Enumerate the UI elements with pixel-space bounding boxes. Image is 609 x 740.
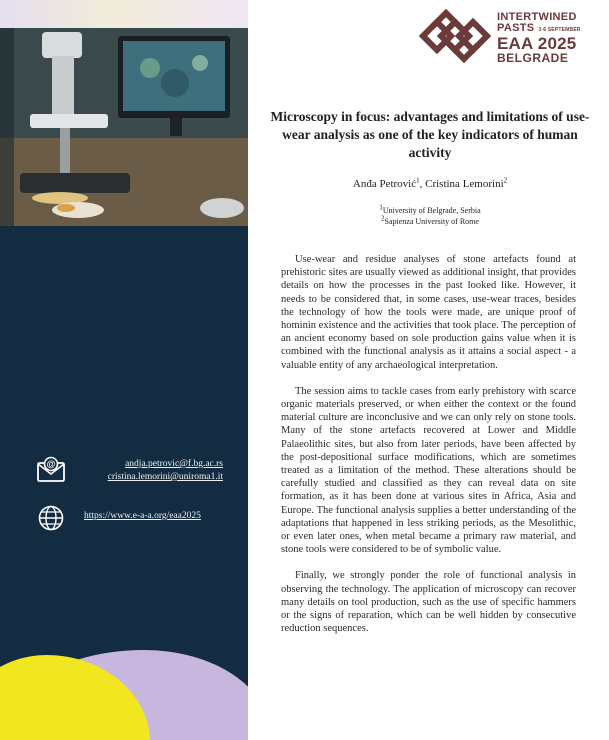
affiliations xyxy=(270,205,590,227)
email-contact-row xyxy=(36,455,223,485)
logo-event: EAA 2025 xyxy=(497,34,577,53)
microscope-photo-illustration xyxy=(0,28,248,226)
logo-wordmark xyxy=(497,12,607,64)
affiliation-sup-1: 1 xyxy=(379,203,383,212)
author-line xyxy=(270,178,590,190)
email-link-2[interactable]: cristina.lemorini@uniroma1.it xyxy=(107,472,223,482)
logo-pasts: PASTS xyxy=(497,22,535,34)
paragraph-1: Use-wear and residue analyses of stone artefacts found at prehistoric sites are usually viewed as additional insight, that provides details on how the processes in the past looked like. However, it needs to be considered that, in some cases, use-wear traces, besides the technology of how the tools were made, are unique proof of hominin existence and the activities that took place. The perception of an ancient economy based on sole production gains value when it is combined with the functional analysis as it attains a social aspect - a valuable entity of any archaeological interpretation. xyxy=(281,254,576,371)
document-title: Microscopy in focus: advantages and limitations of use-wear analysis as one of the key indicators of human activity xyxy=(270,109,590,160)
author-name-1: Anđa Petrović xyxy=(352,178,417,190)
globe-icon xyxy=(36,503,66,533)
svg-text:@: @ xyxy=(46,459,56,470)
logo-line-1: INTERTWINED xyxy=(497,11,577,23)
logo-city: BELGRADE xyxy=(497,51,569,65)
author-sup-1: 1 xyxy=(416,176,420,185)
intertwined-knot-icon xyxy=(417,8,495,64)
email-at-icon xyxy=(36,455,66,485)
logo-date: 3-6 SEPTEMBER xyxy=(538,27,581,33)
eaa-logo xyxy=(417,8,597,66)
author-sup-2: 2 xyxy=(503,176,508,185)
left-sidebar xyxy=(0,0,248,740)
author-separator: , xyxy=(419,178,426,190)
affiliation-sup-2: 2 xyxy=(381,214,385,223)
affiliation-text-1: University of Belgrade, Serbia xyxy=(382,206,481,215)
author-name-2: Cristina Lemorini xyxy=(425,178,504,190)
paragraph-2: The session aims to tackle cases from early prehistory with scarce organic materials preserved, or when either the context or the found material culture are inconclusive and we can only rely on stone tools. Many of the stone artefacts recovered at Lower and Middle Palaeolithic sites, but also from later periods, have been affected by the post-depositional surface modifications, which are sometimes treated as a limitation of the method. These alterations should be carefully studied and classified as they can reveal data on site formation, as it has been done at various sites in Africa, Asia and Europe. The functional analysis supplies a better understanding of the adaptations that happened in less striking periods, as the Mesolithic, or even later ones, when metal became a primary raw material, and stone tools were considered to be of symbolic value. xyxy=(281,385,576,556)
paragraph-3: Finally, we strongly ponder the role of functional analysis in observing the technology. The application of microscopy can recover many details on tool production, such as the use of specific hammers or the signs of reparation, which can be well hidden by consecutive reduction sequences. xyxy=(281,570,576,635)
email-link-1[interactable]: andja.petrovic@f.bg.ac.rs xyxy=(125,459,223,469)
microscope-photo xyxy=(0,28,248,226)
website-contact-row xyxy=(36,503,201,533)
affiliation-1 xyxy=(270,205,590,216)
affiliation-text-2: Sapienza University of Rome xyxy=(384,217,479,226)
abstract-body xyxy=(281,253,576,648)
website-link[interactable]: https://www.e-a-a.org/eaa2025 xyxy=(84,511,201,521)
affiliation-2 xyxy=(270,216,590,227)
email-list xyxy=(83,458,223,484)
sidebar-top-band xyxy=(0,0,248,28)
